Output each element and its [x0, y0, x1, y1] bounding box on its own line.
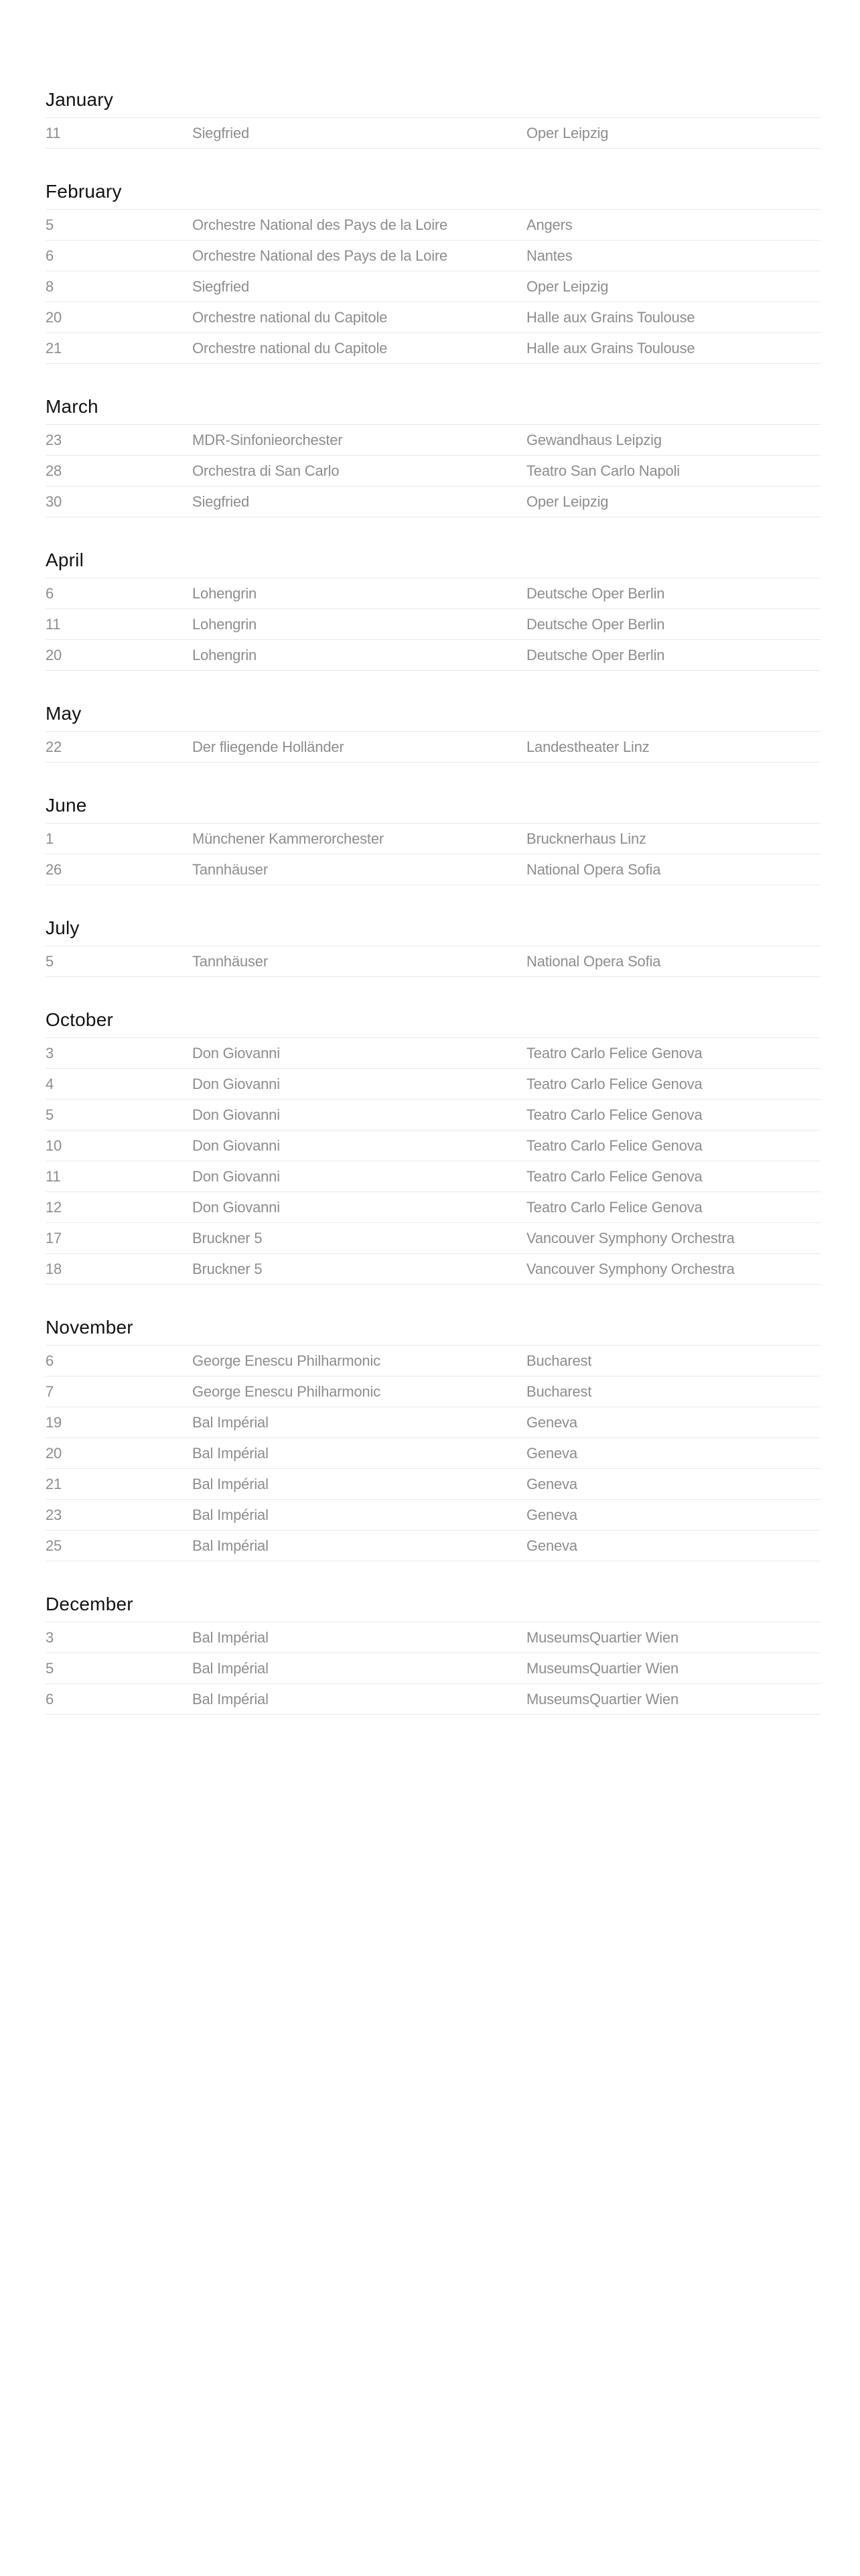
- event-date: 21: [46, 1475, 62, 1492]
- event-row[interactable]: [46, 1438, 820, 1469]
- event-title: Siegfried: [192, 493, 250, 510]
- event-list: [46, 578, 820, 671]
- event-list: [46, 209, 820, 364]
- event-venue: Oper Leipzig: [526, 493, 609, 510]
- event-row[interactable]: [46, 456, 820, 487]
- event-date: 6: [46, 247, 54, 264]
- month-heading: February: [46, 181, 122, 202]
- event-title: Orchestre National des Pays de la Loire: [192, 247, 448, 264]
- event-date: 3: [46, 1044, 54, 1061]
- event-date: 18: [46, 1260, 62, 1277]
- event-venue: Bucharest: [526, 1382, 592, 1400]
- event-list: [46, 1037, 820, 1285]
- event-title: Der fliegende Holländer: [192, 738, 344, 755]
- event-title: Bruckner 5: [192, 1229, 263, 1246]
- month-heading: October: [46, 1009, 113, 1030]
- event-row[interactable]: [46, 118, 820, 149]
- event-venue: Geneva: [526, 1413, 577, 1431]
- event-row[interactable]: [46, 1407, 820, 1438]
- month-section: [46, 396, 820, 517]
- event-venue: Geneva: [526, 1537, 577, 1554]
- event-venue: Gewandhaus Leipzig: [526, 431, 662, 448]
- event-venue: MuseumsQuartier Wien: [526, 1628, 679, 1646]
- event-row[interactable]: [46, 640, 820, 671]
- event-venue: Deutsche Oper Berlin: [526, 646, 665, 663]
- event-date: 19: [46, 1413, 62, 1431]
- event-date: 23: [46, 1506, 62, 1523]
- event-title: Bal Impérial: [192, 1628, 269, 1646]
- event-date: 11: [46, 124, 61, 141]
- event-list: [46, 424, 820, 517]
- event-venue: Deutsche Oper Berlin: [526, 615, 665, 633]
- event-title: Bal Impérial: [192, 1690, 269, 1708]
- event-row[interactable]: [46, 1346, 820, 1376]
- event-title: Lohengrin: [192, 584, 257, 602]
- month-section: [46, 703, 820, 763]
- event-row[interactable]: [46, 824, 820, 854]
- event-row[interactable]: [46, 1100, 820, 1131]
- event-row[interactable]: [46, 1192, 820, 1223]
- event-row[interactable]: [46, 1531, 820, 1561]
- event-row[interactable]: [46, 1653, 820, 1684]
- month-section: [46, 795, 820, 885]
- event-venue: Teatro Carlo Felice Genova: [526, 1137, 703, 1154]
- event-title: Don Giovanni: [192, 1044, 280, 1061]
- event-row[interactable]: [46, 1376, 820, 1407]
- event-row[interactable]: [46, 946, 820, 977]
- event-venue: Geneva: [526, 1444, 577, 1462]
- event-row[interactable]: [46, 302, 820, 333]
- event-venue: Halle aux Grains Toulouse: [526, 308, 695, 326]
- event-row[interactable]: [46, 1131, 820, 1161]
- event-venue: National Opera Sofia: [526, 860, 661, 878]
- event-venue: Bucharest: [526, 1352, 592, 1369]
- event-row[interactable]: [46, 1500, 820, 1531]
- event-list: [46, 731, 820, 763]
- event-row[interactable]: [46, 210, 820, 241]
- event-date: 23: [46, 431, 62, 448]
- event-date: 30: [46, 493, 62, 510]
- event-venue: Landestheater Linz: [526, 738, 650, 755]
- event-date: 28: [46, 462, 62, 479]
- event-title: Münchener Kammerorchester: [192, 830, 384, 847]
- event-list: [46, 1622, 820, 1715]
- event-date: 20: [46, 646, 62, 663]
- event-title: George Enescu Philharmonic: [192, 1352, 380, 1369]
- event-title: Tannhäuser: [192, 952, 268, 970]
- event-list: [46, 117, 820, 149]
- event-row[interactable]: [46, 578, 820, 609]
- event-date: 10: [46, 1137, 62, 1154]
- event-date: 20: [46, 308, 62, 326]
- event-row[interactable]: [46, 1254, 820, 1285]
- event-title: Bal Impérial: [192, 1413, 269, 1431]
- month-heading: April: [46, 550, 84, 570]
- event-title: Bal Impérial: [192, 1537, 269, 1554]
- event-date: 7: [46, 1382, 54, 1400]
- event-row[interactable]: [46, 271, 820, 302]
- event-row[interactable]: [46, 854, 820, 885]
- event-title: Lohengrin: [192, 646, 257, 663]
- event-title: MDR-Sinfonieorchester: [192, 431, 343, 448]
- event-title: Don Giovanni: [192, 1167, 280, 1185]
- event-date: 25: [46, 1537, 62, 1554]
- event-venue: Vancouver Symphony Orchestra: [526, 1229, 735, 1246]
- event-row[interactable]: [46, 732, 820, 763]
- event-title: Don Giovanni: [192, 1075, 280, 1092]
- event-venue: Angers: [526, 216, 573, 233]
- event-date: 8: [46, 277, 54, 295]
- event-date: 5: [46, 216, 54, 233]
- event-date: 3: [46, 1628, 54, 1646]
- month-section: [46, 89, 820, 149]
- month-section: [46, 550, 820, 671]
- event-row[interactable]: [46, 1223, 820, 1254]
- event-venue: Geneva: [526, 1506, 577, 1523]
- event-title: Don Giovanni: [192, 1198, 280, 1216]
- event-title: Bal Impérial: [192, 1475, 269, 1492]
- event-row[interactable]: [46, 1069, 820, 1100]
- event-venue: MuseumsQuartier Wien: [526, 1690, 679, 1708]
- event-date: 21: [46, 339, 62, 357]
- event-title: Bruckner 5: [192, 1260, 263, 1277]
- event-venue: Teatro Carlo Felice Genova: [526, 1167, 703, 1185]
- event-venue: Vancouver Symphony Orchestra: [526, 1260, 735, 1277]
- event-title: George Enescu Philharmonic: [192, 1382, 380, 1400]
- event-date: 20: [46, 1444, 62, 1462]
- event-title: Siegfried: [192, 277, 250, 295]
- event-row[interactable]: [46, 1469, 820, 1500]
- event-venue: MuseumsQuartier Wien: [526, 1659, 679, 1677]
- event-venue: Teatro Carlo Felice Genova: [526, 1198, 703, 1216]
- month-heading: December: [46, 1594, 133, 1614]
- event-title: Orchestre national du Capitole: [192, 308, 388, 326]
- event-date: 4: [46, 1075, 54, 1092]
- month-heading: March: [46, 396, 98, 417]
- event-title: Don Giovanni: [192, 1106, 280, 1123]
- event-date: 11: [46, 615, 61, 633]
- month-section: [46, 1317, 820, 1561]
- event-row[interactable]: [46, 241, 820, 271]
- event-venue: Nantes: [526, 247, 573, 264]
- event-title: Orchestre National des Pays de la Loire: [192, 216, 448, 233]
- event-title: Bal Impérial: [192, 1444, 269, 1462]
- month-heading: June: [46, 795, 87, 816]
- event-list: [46, 823, 820, 885]
- event-venue: Brucknerhaus Linz: [526, 830, 646, 847]
- month-section: [46, 1009, 820, 1285]
- month-heading: July: [46, 917, 80, 938]
- event-date: 5: [46, 952, 54, 970]
- event-venue: Geneva: [526, 1475, 577, 1492]
- event-venue: National Opera Sofia: [526, 952, 661, 970]
- event-row[interactable]: [46, 1622, 820, 1653]
- event-date: 6: [46, 1690, 54, 1708]
- event-venue: Teatro Carlo Felice Genova: [526, 1044, 703, 1061]
- event-date: 5: [46, 1659, 54, 1677]
- month-section: [46, 181, 820, 364]
- event-venue: Teatro Carlo Felice Genova: [526, 1075, 703, 1092]
- event-row[interactable]: [46, 1684, 820, 1715]
- event-venue: Teatro San Carlo Napoli: [526, 462, 680, 479]
- event-title: Siegfried: [192, 124, 250, 141]
- month-heading: May: [46, 703, 82, 724]
- event-venue: Teatro Carlo Felice Genova: [526, 1106, 703, 1123]
- event-venue: Oper Leipzig: [526, 124, 609, 141]
- event-title: Tannhäuser: [192, 860, 268, 878]
- event-list: [46, 946, 820, 977]
- month-section: [46, 917, 820, 977]
- event-row[interactable]: [46, 487, 820, 517]
- event-venue: Oper Leipzig: [526, 277, 609, 295]
- event-date: 1: [46, 830, 54, 847]
- event-list: [46, 1345, 820, 1561]
- event-venue: Deutsche Oper Berlin: [526, 584, 665, 602]
- event-row[interactable]: [46, 1161, 820, 1192]
- event-date: 26: [46, 860, 62, 878]
- event-date: 6: [46, 584, 54, 602]
- event-title: Bal Impérial: [192, 1659, 269, 1677]
- event-date: 11: [46, 1167, 61, 1185]
- event-row[interactable]: [46, 609, 820, 640]
- month-heading: January: [46, 89, 114, 110]
- event-title: Bal Impérial: [192, 1506, 269, 1523]
- month-heading: November: [46, 1317, 133, 1338]
- event-date: 12: [46, 1198, 62, 1216]
- event-title: Orchestre national du Capitole: [192, 339, 388, 357]
- event-date: 22: [46, 738, 62, 755]
- event-date: 17: [46, 1229, 62, 1246]
- event-date: 6: [46, 1352, 54, 1369]
- event-title: Orchestra di San Carlo: [192, 462, 340, 479]
- event-title: Lohengrin: [192, 615, 257, 633]
- event-row[interactable]: [46, 425, 820, 456]
- event-row[interactable]: [46, 1038, 820, 1069]
- event-row[interactable]: [46, 333, 820, 364]
- month-section: [46, 1594, 820, 1715]
- event-venue: Halle aux Grains Toulouse: [526, 339, 695, 357]
- event-date: 5: [46, 1106, 54, 1123]
- event-title: Don Giovanni: [192, 1137, 280, 1154]
